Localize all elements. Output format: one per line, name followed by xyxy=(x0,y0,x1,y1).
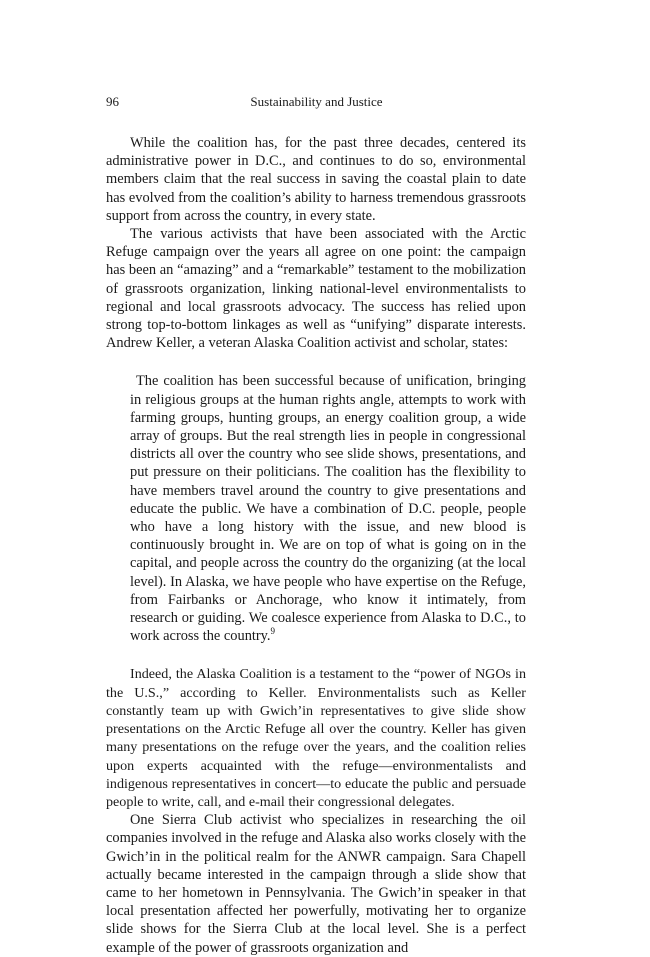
block-quote-keller xyxy=(130,372,526,645)
running-head: Sustainability and Justice xyxy=(250,94,383,109)
body-text xyxy=(106,134,526,957)
paragraph-activists-agree: The various activists that have been associated with the Arctic Refuge campaign over the years all agree on one point: the campaign has been an “amazing” and a “remarkable” testament to the mobilization of grassroots organization, linking national-level environmentalists to regional and local grassroots advocacy. The success has relied upon strong top-to-bottom linkages as well as “unifying” disparate interests. Andrew Keller, a veteran Alaska Coalition activist and scholar, states: xyxy=(106,226,526,352)
page-number: 96 xyxy=(106,94,119,109)
paragraph-sierra-club-activist: One Sierra Club activist who specializes in researching the oil companies involved in the refuge and Alaska also works closely with the Gwich’in in the political realm for the ANWR campaign. Sara Chapell actually became interested in the campaign through a slide show that came to her hometown in Pennsylvania. The Gwich’in speaker in that local presentation affected her powerfully, motivating her to organize slide shows for the Sierra Club at the local level. She is a perfect example of the power of grassroots organization and xyxy=(106,812,526,956)
footnote-marker: 9 xyxy=(270,626,276,637)
paragraph-coalition-power: While the coalition has, for the past three decades, centered its administrative power in D.C., and continues to do so, environmental members claim that the real success in saving the coastal plain to date has evolved from the coalition’s ability to harness tremendous grassroots support from across the country, in every state. xyxy=(106,135,526,224)
paragraph-power-of-ngos: Indeed, the Alaska Coalition is a testament to the “power of NGOs in the U.S.,” according to Keller. Environmentalists such as Keller constantly team up with Gwich’in representatives to give slide show presentations on the Arctic Refuge all over the country. Keller has given many presentations on the refuge over the years, and the coalition relies upon experts acquainted with the refuge—environmentalists and indigenous representatives in concert—to educate the public and persuade people to write, call, and e-mail their congressional delegates. xyxy=(106,666,526,810)
block-quote-text: The coalition has been successful because of unification, bringing in religious groups at the human rights angle, attempts to work with farming groups, hunting groups, an energy coalition group, a wide array of groups. But the real strength lies in people in congressional districts all over the country who see slide shows, presentations, and put pressure on their politicians. The coalition has the flexibility to have members travel around the country to give presentations and educate the public. We have a combination of D.C. people, people who have a long history with the issue, and new blood is continuously brought in. We are on top of what is going on in the capital, and people across the country do the organizing (at the local level). In Alaska, we have people who have expertise on the Refuge, from Fairbanks or Anchorage, who know it intimately, from research or guiding. We coalesce experience from Alaska to D.C., to work across the country. xyxy=(130,373,526,645)
page-header xyxy=(106,94,527,114)
